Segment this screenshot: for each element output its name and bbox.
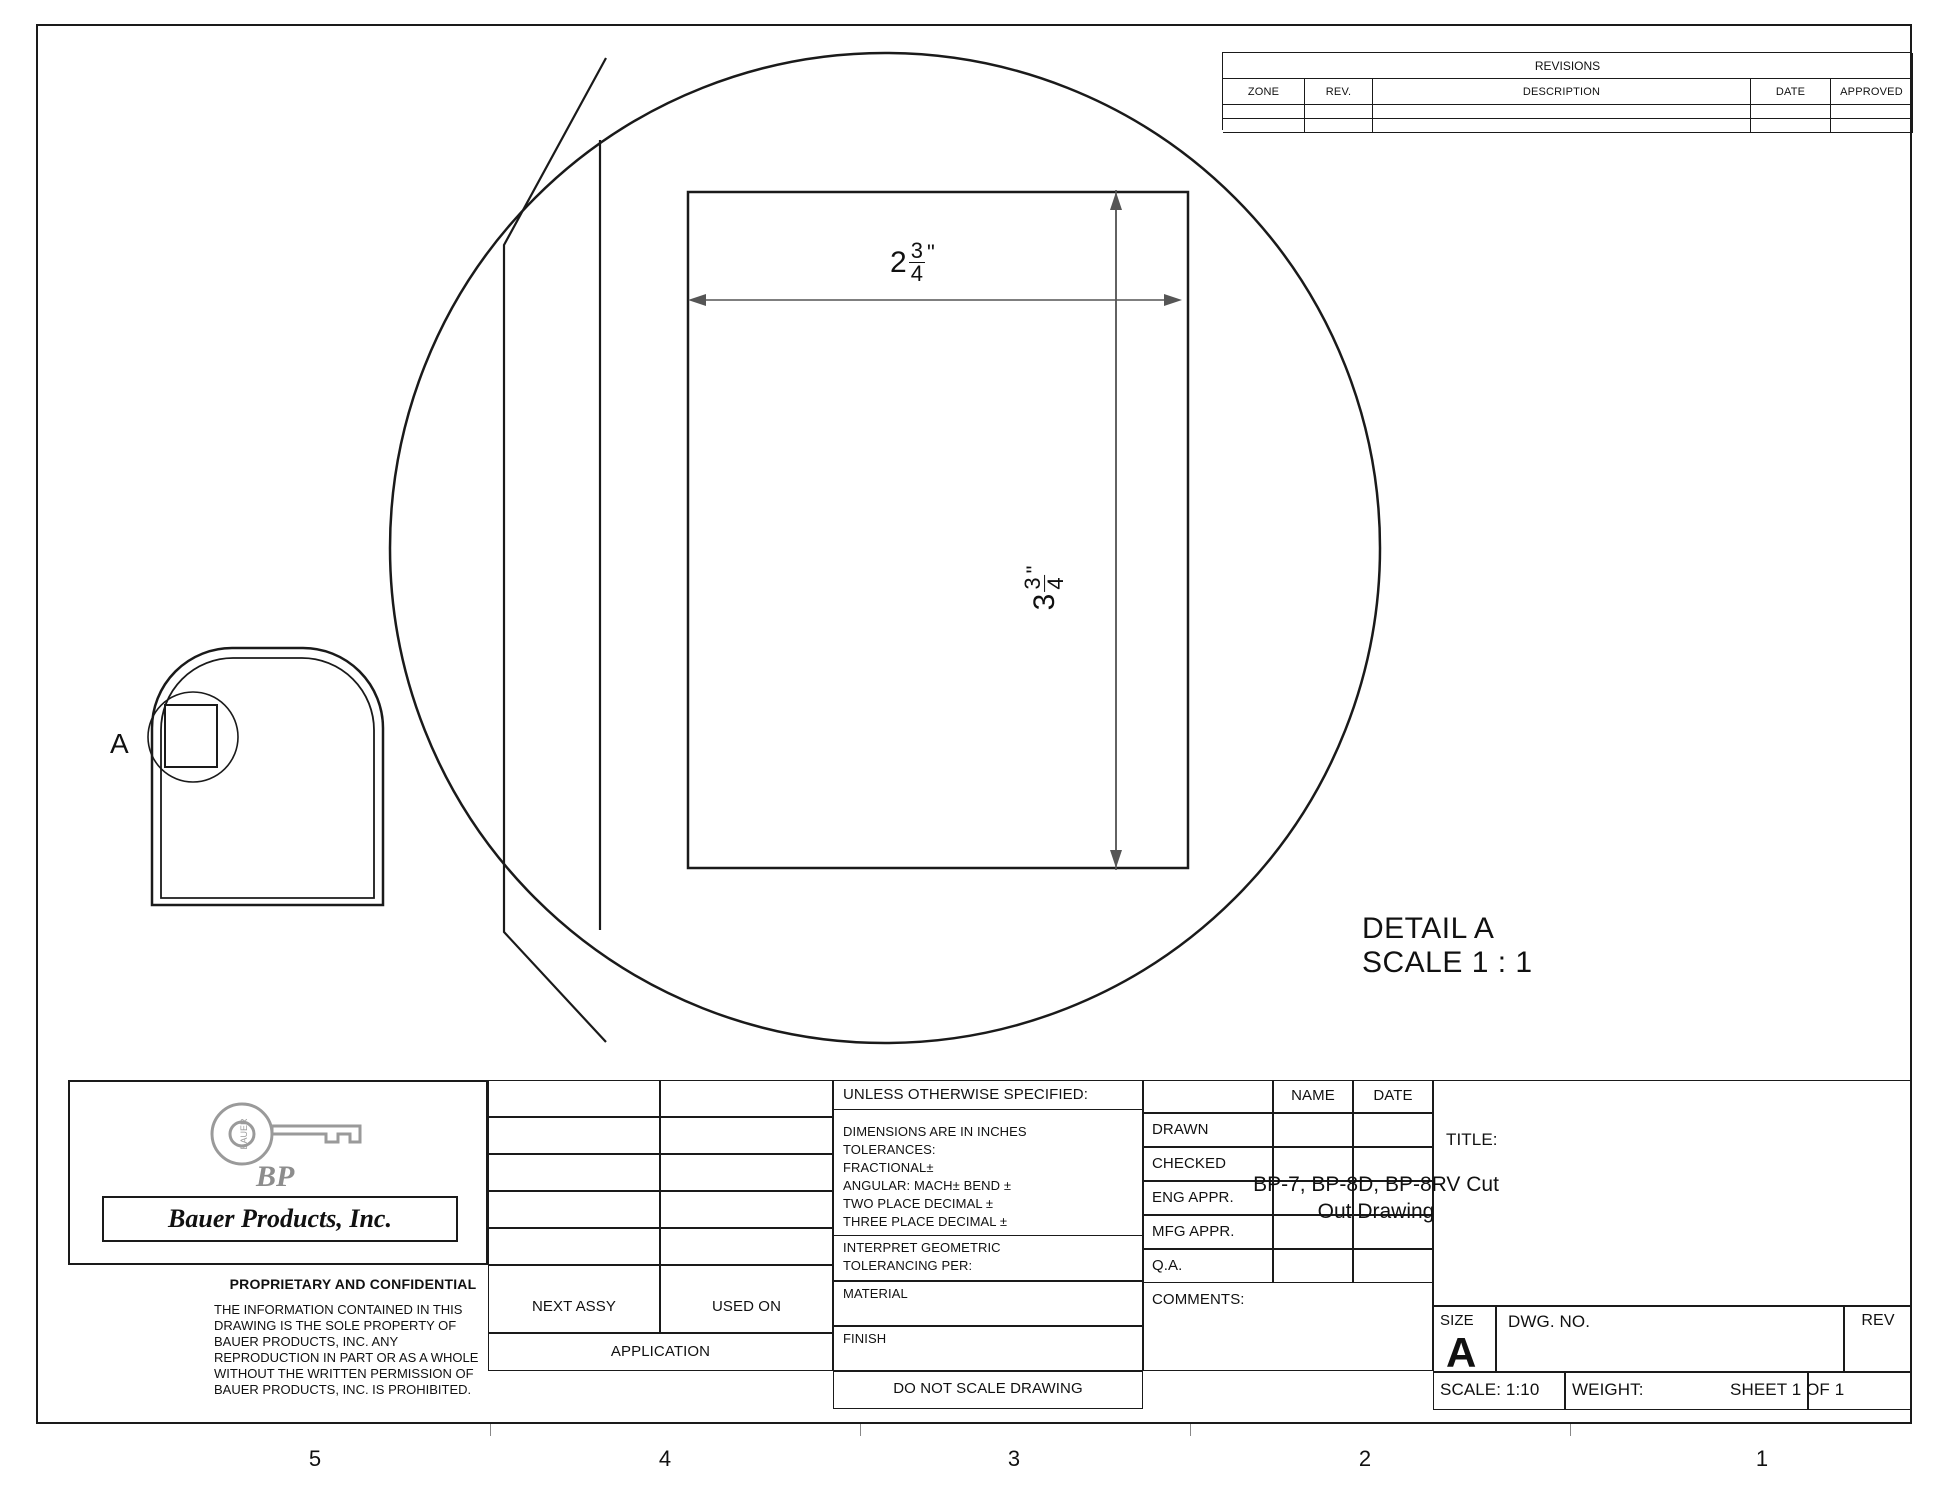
spec-line-6: THREE PLACE DECIMAL ± [843,1214,1008,1229]
dimension-width-fraction [909,240,925,286]
interpret-line-1: INTERPRET GEOMETRIC [843,1240,1001,1255]
rev-col-approved: APPROVED [1831,79,1913,105]
assy-cell [488,1191,660,1228]
rev-row-0-date [1751,105,1831,119]
approval-row-qa-name [1273,1249,1353,1283]
assy-cell [488,1154,660,1191]
dimension-height [1022,528,1068,648]
dimension-height-fraction [1022,575,1068,591]
revision-block [1222,52,1912,130]
assy-cell [660,1154,833,1191]
name-header-label: NAME [1291,1087,1335,1104]
zone-tick [490,1424,491,1436]
unless-otherwise-label: UNLESS OTHERWISE SPECIFIED: [843,1086,1088,1103]
proprietary-heading: PROPRIETARY AND CONFIDENTIAL [229,1276,477,1292]
rev-row-1-zone [1223,119,1305,133]
zone-number-1: 1 [1755,1446,1769,1471]
assy-cell [488,1080,660,1117]
rev-col-date: DATE [1751,79,1831,105]
rev-label: REV [1861,1312,1895,1329]
approval-row-qa-date [1353,1249,1433,1283]
zone-number-2: 2 [1358,1446,1372,1471]
zone-number-5: 5 [308,1446,322,1471]
company-logo-box [68,1080,488,1265]
interpret-line-2: TOLERANCING PER: [843,1258,973,1273]
title-value: BP-7, BP-8D, BP-8RV Cut Out Drawing [1253,1173,1499,1223]
rev-col-zone: ZONE [1223,79,1305,105]
assy-cell [488,1117,660,1154]
approval-label-drawn: DRAWN [1152,1121,1209,1138]
logo-mark-text: BP [256,1160,295,1190]
approvals-blank-corner [1143,1080,1273,1113]
zone-number-3: 3 [1007,1446,1021,1471]
proprietary-text: THE INFORMATION CONTAINED IN THIS DRAWING IS THE SOLE PROPERTY OF BAUER PRODUCTS, INC. ANY REPRODUCTION IN PART OR AS A WHOLE WITHOUT THE WRITTEN PERMISSION OF BAUER PRODUCTS, INC. IS PROHIBITED. [214,1302,479,1397]
material-label: MATERIAL [843,1286,908,1301]
detail-label-line1: DETAIL A [1362,912,1495,945]
dimension-width-unit: " [926,240,935,265]
approval-row-drawn-date [1353,1113,1433,1147]
dimension-height-denominator: 4 [1043,577,1069,590]
do-not-scale-label: DO NOT SCALE DRAWING [893,1380,1083,1397]
zone-tick [1190,1424,1191,1436]
spec-line-1: DIMENSIONS ARE IN INCHES [843,1124,1027,1139]
dimension-width-whole: 2 [890,245,907,279]
spec-line-2: TOLERANCES: [843,1142,936,1157]
assy-cell [660,1080,833,1117]
rev-row-1-rev [1305,119,1373,133]
dwg-no-label: DWG. NO. [1508,1312,1591,1331]
weight-label: WEIGHT: [1572,1380,1644,1399]
zone-tick [860,1424,861,1436]
rev-row-1-date [1751,119,1831,133]
used-on-label: USED ON [711,1298,782,1315]
dimension-width-numerator: 3 [910,238,923,263]
zone-number-4: 4 [658,1446,672,1471]
scale-label: SCALE: 1:10 [1440,1380,1540,1399]
dimension-width-denominator: 4 [910,261,923,287]
rev-row-0-rev [1305,105,1373,119]
comments-label: COMMENTS: [1152,1291,1245,1308]
title-block [68,1080,1912,1424]
spec-line-4: ANGULAR: MACH± BEND ± [843,1178,1012,1193]
approval-label-qa: Q.A. [1152,1257,1183,1274]
revisions-title: REVISIONS [1223,53,1913,79]
approval-label-eng: ENG APPR. [1152,1189,1234,1206]
assy-cell [660,1191,833,1228]
dimension-height-whole: 3 [1028,593,1061,611]
rev-col-rev: REV. [1305,79,1373,105]
approval-label-mfg: MFG APPR. [1152,1223,1235,1240]
dimension-height-unit: " [1022,565,1048,574]
assy-cell [660,1228,833,1265]
finish-label: FINISH [843,1331,887,1346]
date-header-label: DATE [1373,1087,1413,1104]
dimension-width [890,240,935,286]
application-label: APPLICATION [610,1343,711,1360]
size-value: A [1446,1329,1477,1376]
rev-col-description: DESCRIPTION [1373,79,1751,105]
key-icon [200,1094,400,1190]
sheet-label: SHEET 1 OF 1 [1730,1380,1845,1399]
detail-callout-letter: A [110,728,129,759]
approval-label-checked: CHECKED [1152,1155,1227,1172]
title-label: TITLE: [1446,1130,1498,1149]
rev-row-0-description [1373,105,1751,119]
rev-row-1-description [1373,119,1751,133]
rev-row-1-approved [1831,119,1913,133]
detail-label-line2: SCALE 1 : 1 [1362,946,1533,979]
zone-tick [1570,1424,1571,1436]
approval-row-drawn-name [1273,1113,1353,1147]
rev-row-0-zone [1223,105,1305,119]
next-assy-label: NEXT ASSY [532,1298,616,1315]
svg-text:BAUER: BAUER [239,1118,249,1150]
assy-cell [488,1228,660,1265]
spec-line-3: FRACTIONAL± [843,1160,934,1175]
company-name: Bauer Products, Inc. [102,1196,458,1242]
size-label: SIZE [1440,1312,1474,1329]
rev-row-0-approved [1831,105,1913,119]
dimension-height-numerator: 3 [1020,577,1046,590]
spec-line-5: TWO PLACE DECIMAL ± [843,1196,994,1211]
assy-cell [660,1117,833,1154]
